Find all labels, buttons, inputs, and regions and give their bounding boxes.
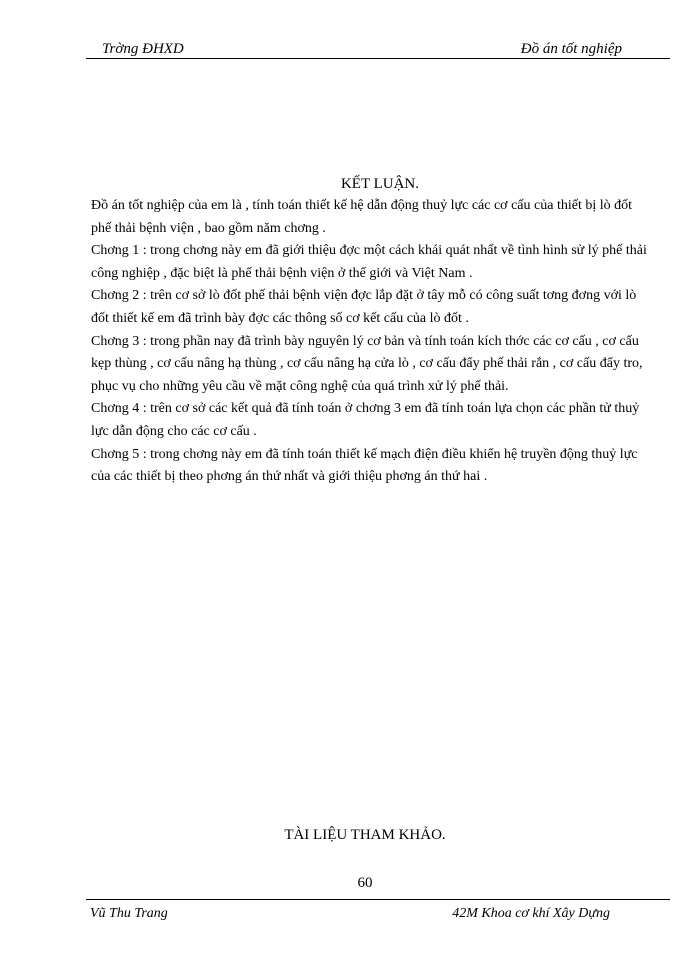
conclusion-paragraph-chapter-5: Chơng 5 : trong chơng này em đã tính toán thiết kế mạch điện điều khiển hệ truyền động thuỷ lực của các thiết bị theo phơng án thứ nhất và giới thiệu phơng án thứ hai . — [91, 446, 638, 485]
footer-author: Vũ Thu Trang — [90, 906, 168, 921]
conclusion-paragraph-chapter-4: Chơng 4 : trên cơ sở các kết quả đã tính toán ở chơng 3 em đã tính toán lựa chọn các phần tử thuỷ lực dẫn động cho các cơ cấu . — [91, 401, 640, 439]
conclusion-paragraph-chapter-2: Chơng 2 : trên cơ sở lò đốt phế thải bệnh viện đợc lắp đặt ở tây mỗ có công suất tơng đơng với lò đốt thiết kế em đã trình bày đợc các thông số cơ kết cấu của lò đốt . — [91, 288, 637, 326]
conclusion-paragraph-chapter-1: Chơng 1 : trong chơng này em đã giới thiệu đợc một cách khái quát nhất về tình hình sử lý phế thải công nghiệp , đặc biệt là phế thải bệnh viện ở thế giới và Việt Nam . — [91, 243, 647, 281]
conclusion-paragraph-intro: Đồ án tốt nghiệp của em là , tính toán thiết kế hệ dẫn động thuỷ lực các cơ cấu của thiết bị lò đốt phế thải bệnh viện , bao gồm năm chơng . — [91, 198, 632, 236]
footer-department: 42M Khoa cơ khí Xây Dựng — [452, 906, 610, 921]
conclusion-body — [91, 195, 651, 489]
references-title: TÀI LIỆU THAM KHẢO. — [284, 827, 446, 843]
conclusion-paragraph-chapter-3: Chơng 3 : trong phần nay đã trình bày nguyên lý cơ bản và tính toán kích thớc các cơ cấu , cơ cấu kẹp thùng , cơ cấu nâng hạ thùng , cơ cấu nâng hạ cửa lò , cơ cấu đẩy phế thải rắn , cơ cấu đẩy tro, phục vụ cho những yêu cầu về mặt công nghệ của quá trình xử lý phế thải. — [91, 333, 643, 394]
header-document-type: Đồ án tốt nghiệp — [520, 41, 622, 57]
footer-divider — [86, 899, 670, 900]
header-school: Trờng ĐHXD — [102, 41, 184, 57]
conclusion-title: KẾT LUẬN. — [340, 176, 420, 192]
page-number: 60 — [357, 875, 373, 891]
header-divider — [86, 58, 670, 59]
